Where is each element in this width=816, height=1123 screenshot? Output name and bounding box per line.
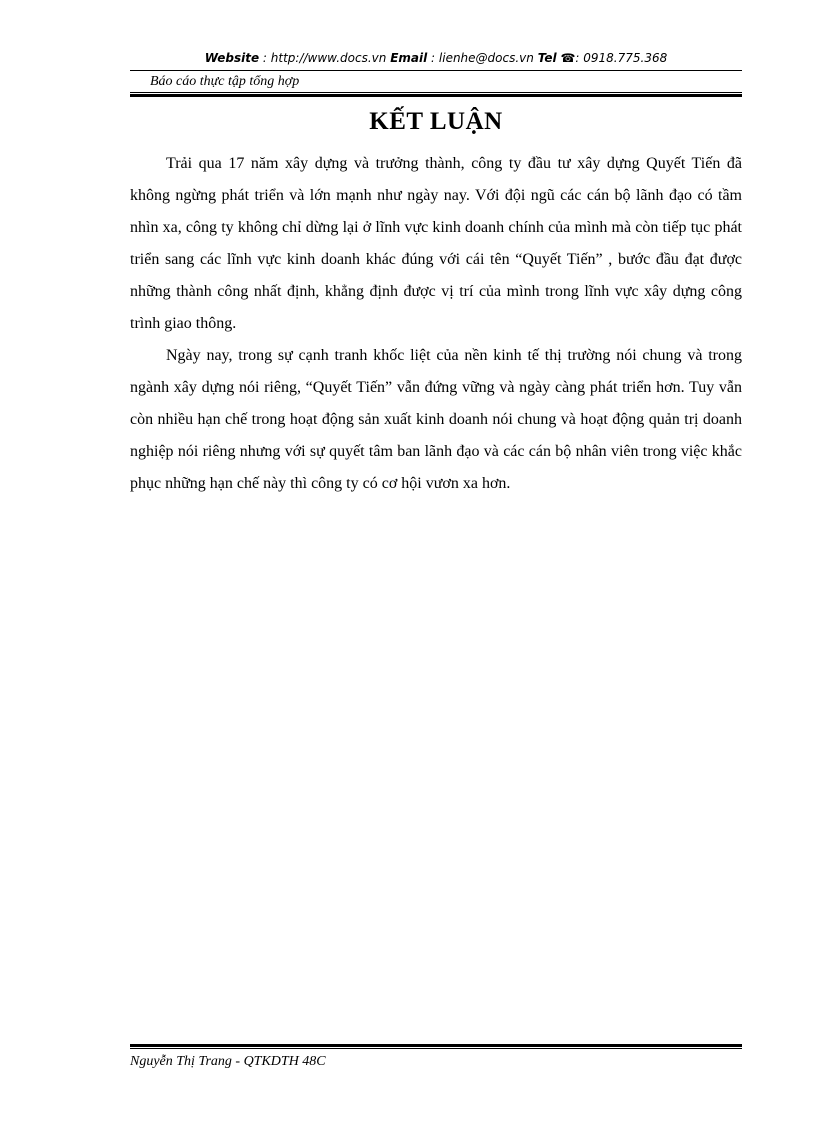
report-title: Báo cáo thực tập tổng hợp bbox=[150, 74, 300, 89]
paragraph: Ngày nay, trong sự cạnh tranh khốc liệt của nền kinh tế thị trường nói chung và trong ngành xây dựng nói riêng, “Quyết Tiến” vẫn đứng vững và ngày càng phát triển hơn. Tuy vẫn còn nhiều hạn chế trong hoạt động sản xuất kinh doanh nói chung và hoạt động quản trị doanh nghiệp nói riêng nhưng với sự quyết tâm ban lãnh đạo và các cán bộ nhân viên trong việc khắc phục những hạn chế này thì công ty có cơ hội vươn xa hơn. bbox=[130, 347, 742, 492]
website-label: Website bbox=[204, 51, 260, 65]
paragraph: Trải qua 17 năm xây dựng và trưởng thành, công ty đầu tư xây dựng Quyết Tiến đã không ngừng phát triển và lớn mạnh như ngày nay. Với đội ngũ các cán bộ lãnh đạo có tầm nhìn xa, công ty không chỉ dừng lại ở lĩnh vực kinh doanh chính của mình mà còn tiếp tục phát triển sang các lĩnh vực kinh doanh khác đúng với cái tên “Quyết Tiến” , bước đầu đạt được những thành công nhất định, khẳng định được vị trí của mình trong lĩnh vực xây dựng công trình giao thông. bbox=[130, 155, 742, 332]
site-contact-line bbox=[130, 51, 742, 65]
footer-double-rule bbox=[130, 1044, 742, 1049]
phone-icon: ☎ bbox=[560, 51, 576, 65]
header-double-rule bbox=[130, 92, 742, 97]
footer-author: Nguyễn Thị Trang - QTKDTH 48C bbox=[130, 1054, 326, 1069]
page-title: KẾT LUẬN bbox=[369, 108, 503, 135]
tel-label: Tel bbox=[537, 51, 557, 65]
email-address[interactable]: : lienhe@docs.vn bbox=[431, 51, 534, 65]
document-body bbox=[130, 148, 742, 500]
tel-number: : 0918.775.368 bbox=[575, 51, 668, 65]
header-divider bbox=[130, 70, 742, 71]
website-url[interactable]: : http://www.docs.vn bbox=[262, 51, 387, 65]
email-label: Email bbox=[390, 51, 428, 65]
